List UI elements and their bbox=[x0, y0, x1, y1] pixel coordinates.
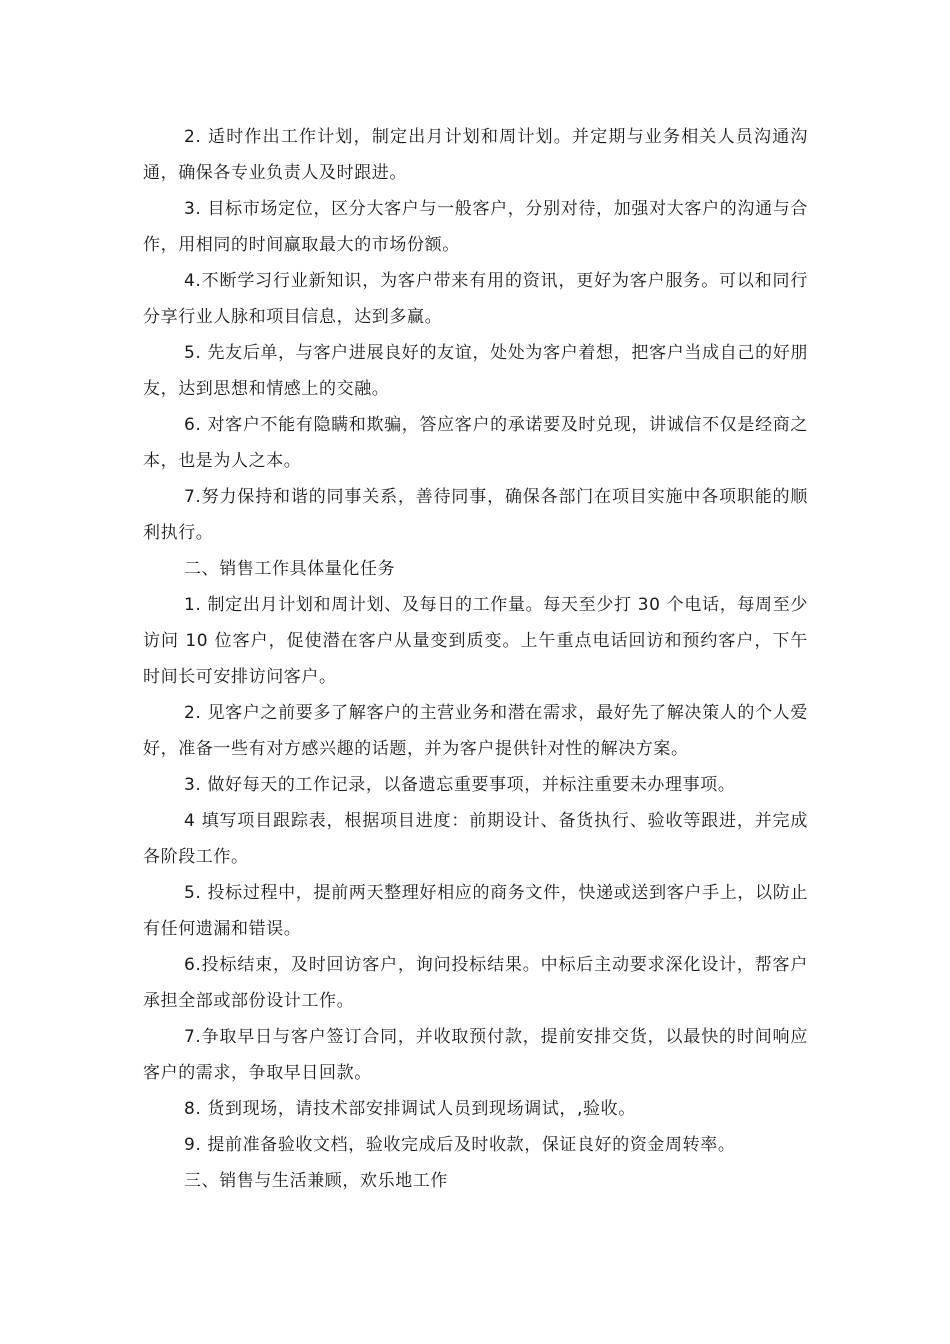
task-item-6: 6.投标结束，及时回访客户，询问投标结果。中标后主动要求深化设计，帮客户承担全部或部份设计工作。 bbox=[143, 955, 808, 1011]
paragraph-item-5: 5. 先友后单，与客户进展良好的友谊，处处为客户着想，把客户当成自己的好朋友，达到思想和情感上的交融。 bbox=[143, 343, 808, 399]
task-item-7: 7.争取早日与客户签订合同，并收取预付款，提前安排交货，以最快的时间响应客户的需求，争取早日回款。 bbox=[143, 1027, 808, 1083]
task-item-4: 4 填写项目跟踪表，根据项目进度：前期设计、备货执行、验收等跟进，并完成各阶段工作。 bbox=[143, 811, 808, 867]
task-item-5: 5. 投标过程中，提前两天整理好相应的商务文件，快递或送到客户手上，以防止有任何遗漏和错误。 bbox=[143, 883, 808, 939]
task-item-9: 9. 提前准备验收文档，验收完成后及时收款，保证良好的资金周转率。 bbox=[184, 1135, 736, 1155]
task-item-8: 8. 货到现场，请技术部安排调试人员到现场调试，,验收。 bbox=[184, 1099, 636, 1119]
task-item-3: 3. 做好每天的工作记录，以备遗忘重要事项，并标注重要未办理事项。 bbox=[184, 775, 736, 795]
section-heading-2: 二、销售工作具体量化任务 bbox=[184, 559, 396, 579]
paragraph-item-7: 7.努力保持和谐的同事关系，善待同事，确保各部门在项目实施中各项职能的顺利执行。 bbox=[143, 487, 808, 543]
paragraph-item-2: 2. 适时作出工作计划，制定出月计划和周计划。并定期与业务相关人员沟通沟通，确保各专业负责人及时跟进。 bbox=[143, 127, 808, 183]
document-body bbox=[143, 119, 808, 1199]
section-heading-3: 三、销售与生活兼顾，欢乐地工作 bbox=[184, 1171, 448, 1191]
paragraph-item-6: 6. 对客户不能有隐瞒和欺骗，答应客户的承诺要及时兑现，讲诚信不仅是经商之本，也是为人之本。 bbox=[143, 415, 808, 471]
task-item-1: 1. 制定出月计划和周计划、及每日的工作量。每天至少打 30 个电话，每周至少访问 10 位客户，促使潜在客户从量变到质变。上午重点电话回访和预约客户，下午时间长可安排访问客户。 bbox=[143, 595, 808, 687]
task-item-2: 2. 见客户之前要多了解客户的主营业务和潜在需求，最好先了解决策人的个人爱好，准备一些有对方感兴趣的话题，并为客户提供针对性的解决方案。 bbox=[143, 703, 808, 759]
paragraph-item-4: 4.不断学习行业新知识，为客户带来有用的资讯，更好为客户服务。可以和同行分享行业人脉和项目信息，达到多赢。 bbox=[143, 271, 808, 327]
paragraph-item-3: 3. 目标市场定位，区分大客户与一般客户，分别对待，加强对大客户的沟通与合作，用相同的时间赢取最大的市场份额。 bbox=[143, 199, 808, 255]
